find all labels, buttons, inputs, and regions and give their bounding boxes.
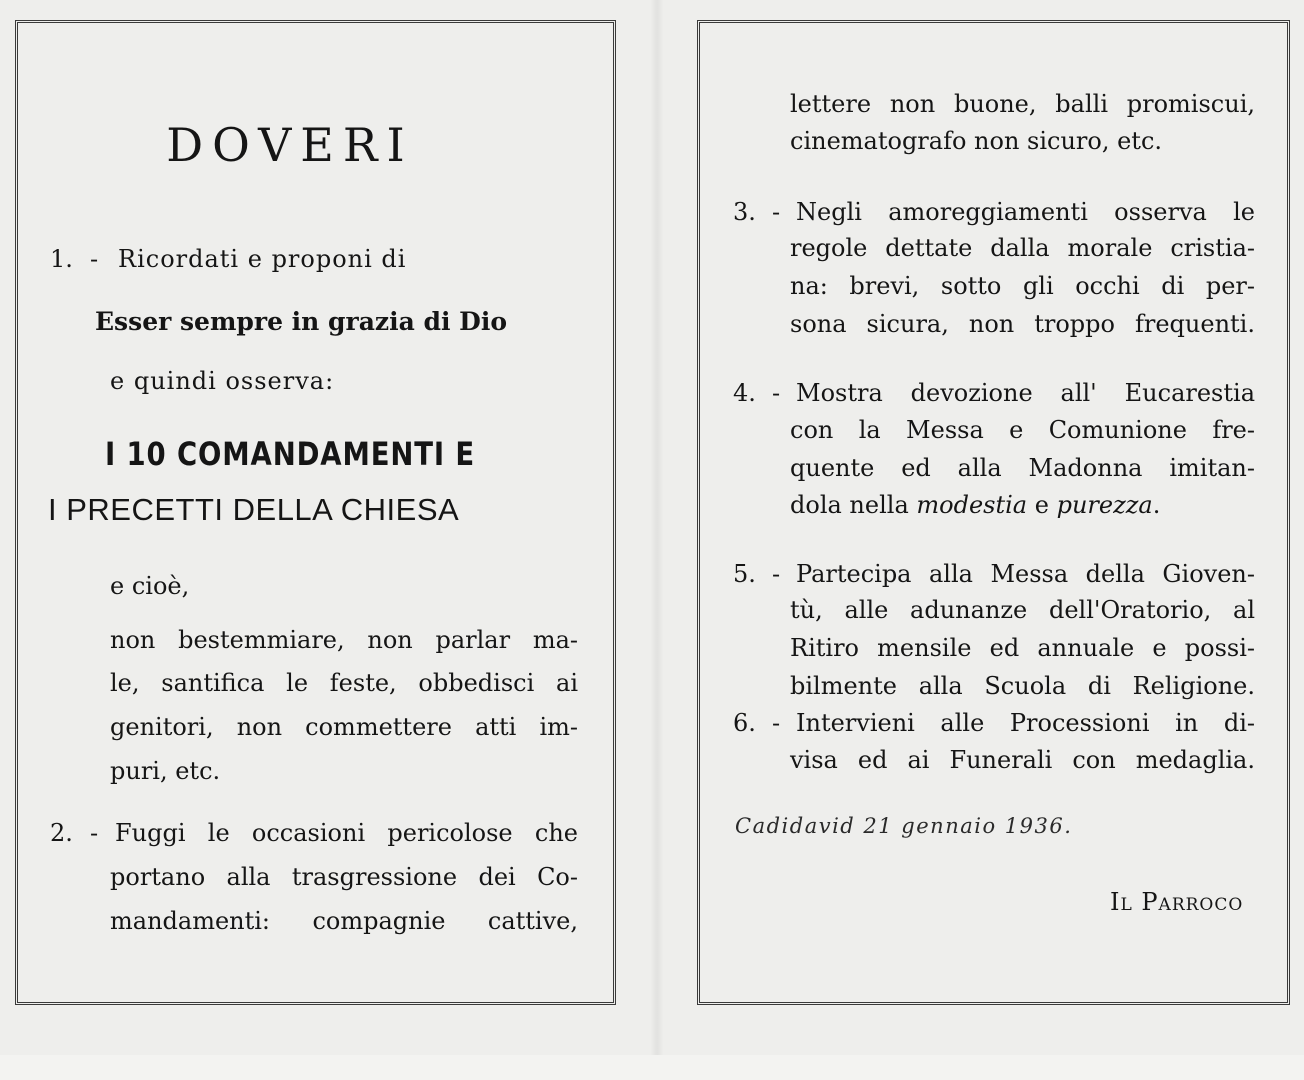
item-3-line-1: Negli amoreggiamenti osserva le xyxy=(796,198,1255,226)
item-6-number: 6. xyxy=(733,709,756,737)
precepts-heading: I PRECETTI DELLA CHIESA xyxy=(48,492,460,527)
item-4-line-4-prefix: dola nella xyxy=(790,491,909,519)
item-2-dash: - xyxy=(90,819,99,847)
and-word: e xyxy=(1034,491,1049,519)
center-fold xyxy=(650,0,664,1055)
item-3-line-2: regole dettate dalla morale cristia- xyxy=(790,234,1255,262)
item-1-intro: Ricordati e proponi di xyxy=(118,245,407,273)
item-5-line-4: bilmente alla Scuola di Religione. xyxy=(790,672,1255,700)
item-3-line-4: sona sicura, non troppo frequenti. xyxy=(790,310,1255,338)
item-1-emphasis: Esser sempre in grazia di Dio xyxy=(95,307,508,336)
item-5-line-3: Ritiro mensile ed annuale e possi- xyxy=(790,634,1255,662)
item-6-line-2: visa ed ai Funerali con medaglia. xyxy=(790,746,1255,774)
item-4-dash: - xyxy=(772,379,781,407)
item-1-line-3: genitori, non commettere atti im- xyxy=(110,713,578,741)
faded-printer-imprint xyxy=(150,1018,590,1032)
item-1-line-4: puri, etc. xyxy=(110,757,221,785)
modestia-word: modestia xyxy=(916,491,1028,519)
item-1-dash: - xyxy=(90,245,99,273)
item-1-continuation: e quindi osserva: xyxy=(110,367,335,395)
item-2-line-1: Fuggi le occasioni pericolose che xyxy=(115,819,578,847)
item-1-cioe: e cioè, xyxy=(110,572,190,600)
item-5-line-2: tù, alle adunanze dell'Oratorio, al xyxy=(790,596,1255,624)
item-5-dash: - xyxy=(772,560,781,588)
item-4-number: 4. xyxy=(733,379,756,407)
commandments-heading: I 10 COMANDAMENTI E xyxy=(105,435,476,473)
dateline: Cadidavid 21 gennaio 1936. xyxy=(735,814,1073,838)
item-4-line-2: con la Messa e Comunione fre- xyxy=(790,416,1255,444)
item-6-line-1: Intervieni alle Processioni in di- xyxy=(796,709,1255,737)
item-4-line-4 xyxy=(790,493,1160,517)
item-2-line-2: portano alla trasgressione dei Co- xyxy=(110,863,578,891)
item-4-line-3: quente ed alla Madonna imitan- xyxy=(790,454,1255,482)
item-2-number: 2. xyxy=(50,819,73,847)
item-2-line-3: mandamenti: compagnie cattive, xyxy=(110,907,578,935)
purezza-word: purezza xyxy=(1056,491,1153,519)
item-5-number: 5. xyxy=(733,560,756,588)
item-1-line-1: non bestemmiare, non parlar ma- xyxy=(110,626,578,654)
continued-line-2: cinematografo non sicuro, etc. xyxy=(790,127,1163,155)
item-1-number: 1. xyxy=(50,245,73,273)
item-3-number: 3. xyxy=(733,198,756,226)
item-3-dash: - xyxy=(772,198,781,226)
item-6-dash: - xyxy=(772,709,781,737)
page-title: DOVERI xyxy=(166,118,414,172)
signature: Il Parroco xyxy=(1110,888,1244,916)
item-1-line-2: le, santifica le feste, obbedisci ai xyxy=(110,669,578,697)
item-4-line-4-end: . xyxy=(1152,491,1161,519)
item-5-line-1: Partecipa alla Messa della Gioven- xyxy=(796,560,1255,588)
continued-line-1: lettere non buone, balli promiscui, xyxy=(790,90,1255,118)
item-3-line-3: na: brevi, sotto gli occhi di per- xyxy=(790,272,1255,300)
item-4-line-1: Mostra devozione all' Eucarestia xyxy=(796,379,1255,407)
